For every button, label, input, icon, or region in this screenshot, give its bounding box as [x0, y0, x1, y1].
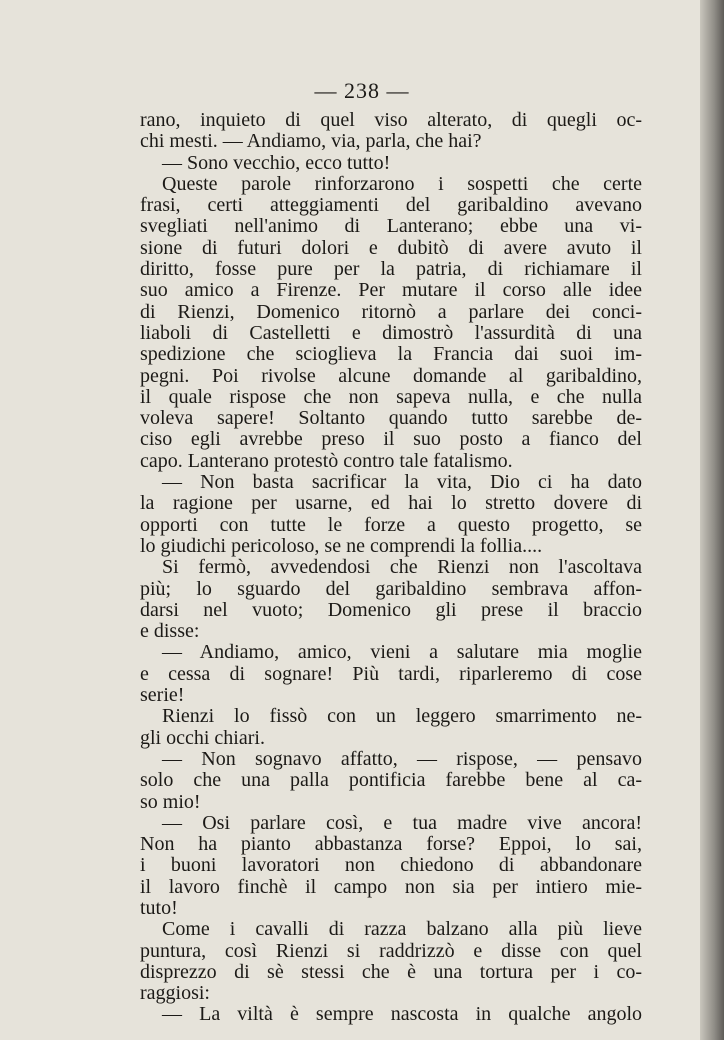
text-line: ciso egli avrebbe preso il suo posto a fianco del	[140, 428, 642, 451]
text-line: di Rienzi, Domenico ritornò a parlare dei conci-	[140, 300, 642, 323]
text-line: — Sono vecchio, ecco tutto!	[162, 151, 391, 174]
text-line: il quale rispose che non sapeva nulla, e che nulla	[140, 385, 642, 408]
text-line: svegliati nell'animo di Lanterano; ebbe una vi-	[140, 215, 642, 238]
text-line: Si fermò, avvedendosi che Rienzi non l'ascoltava	[162, 556, 642, 579]
text-line: suo amico a Firenze. Per mutare il corso alle idee	[140, 279, 642, 302]
text-line: rano, inquieto di quel viso alterato, di quegli oc-	[140, 109, 642, 131]
text-line: pegni. Poi rivolse alcune domande al garibaldino,	[140, 364, 642, 387]
text-line: lo giudichi pericoloso, se ne comprendi la follia....	[140, 534, 543, 557]
text-line: tuto!	[140, 896, 178, 919]
text-line: so mio!	[140, 790, 201, 813]
text-line: darsi nel vuoto; Domenico gli prese il braccio	[140, 598, 642, 621]
text-line: opporti con tutte le forze a questo progetto, se	[140, 513, 642, 536]
text-line: puntura, così Rienzi si raddrizzò e disse con quel	[140, 939, 642, 962]
text-line: e cessa di sognare! Più tardi, riparleremo di cose	[140, 662, 642, 685]
page-text	[140, 110, 642, 1026]
text-line: serie!	[140, 684, 185, 707]
text-line: e disse:	[140, 620, 200, 643]
text-line: voleva sapere! Soltanto quando tutto sarebbe de-	[140, 407, 642, 430]
text-line: Come i cavalli di razza balzano alla più lieve	[162, 918, 642, 941]
text-line: raggiosi:	[140, 982, 210, 1005]
text-line: — Osi parlare così, e tua madre vive ancora!	[162, 811, 642, 834]
text-line: diritto, fosse pure per la patria, di richiamare il	[140, 258, 642, 281]
page-number: — 238 —	[314, 78, 410, 103]
text-line: disprezzo di sè stessi che è una tortura per i co-	[140, 960, 642, 983]
text-line: — Non basta sacrificar la vita, Dio ci ha dato	[162, 471, 642, 494]
text-line: la ragione per usarne, ed hai lo stretto dovere di	[140, 492, 642, 515]
text-line: i buoni lavoratori non chiedono di abbandonare	[140, 854, 642, 877]
text-line: solo che una palla pontificia farebbe bene al ca-	[140, 769, 642, 792]
text-line: Queste parole rinforzarono i sospetti che certe	[162, 172, 642, 195]
text-line: liaboli di Castelletti e dimostrò l'assurdità di una	[140, 321, 642, 344]
text-line: — Andiamo, amico, vieni a salutare mia moglie	[162, 641, 642, 664]
book-gutter-shadow	[700, 0, 724, 1040]
text-line: — Non sognavo affatto, — rispose, — pensavo	[162, 747, 642, 770]
text-line: Rienzi lo fissò con un leggero smarrimento ne-	[162, 705, 642, 728]
text-line: — La viltà è sempre nascosta in qualche angolo	[162, 1003, 642, 1026]
text-line: più; lo sguardo del garibaldino sembrava affon-	[140, 577, 642, 600]
text-line: capo. Lanterano protestò contro tale fatalismo.	[140, 449, 513, 472]
text-line: gli occhi chiari.	[140, 726, 265, 749]
text-line: sione di futuri dolori e dubitò di avere avuto il	[140, 236, 642, 259]
text-line: spedizione che scioglieva la Francia dai suoi im-	[140, 343, 642, 366]
text-line: il lavoro finchè il campo non sia per intiero mie-	[140, 875, 642, 898]
text-line: chi mesti. — Andiamo, via, parla, che hai?	[140, 130, 482, 153]
text-line: Non ha pianto abbastanza forse? Eppoi, lo sai,	[140, 833, 642, 856]
text-line: frasi, certi atteggiamenti del garibaldino avevano	[140, 194, 642, 217]
